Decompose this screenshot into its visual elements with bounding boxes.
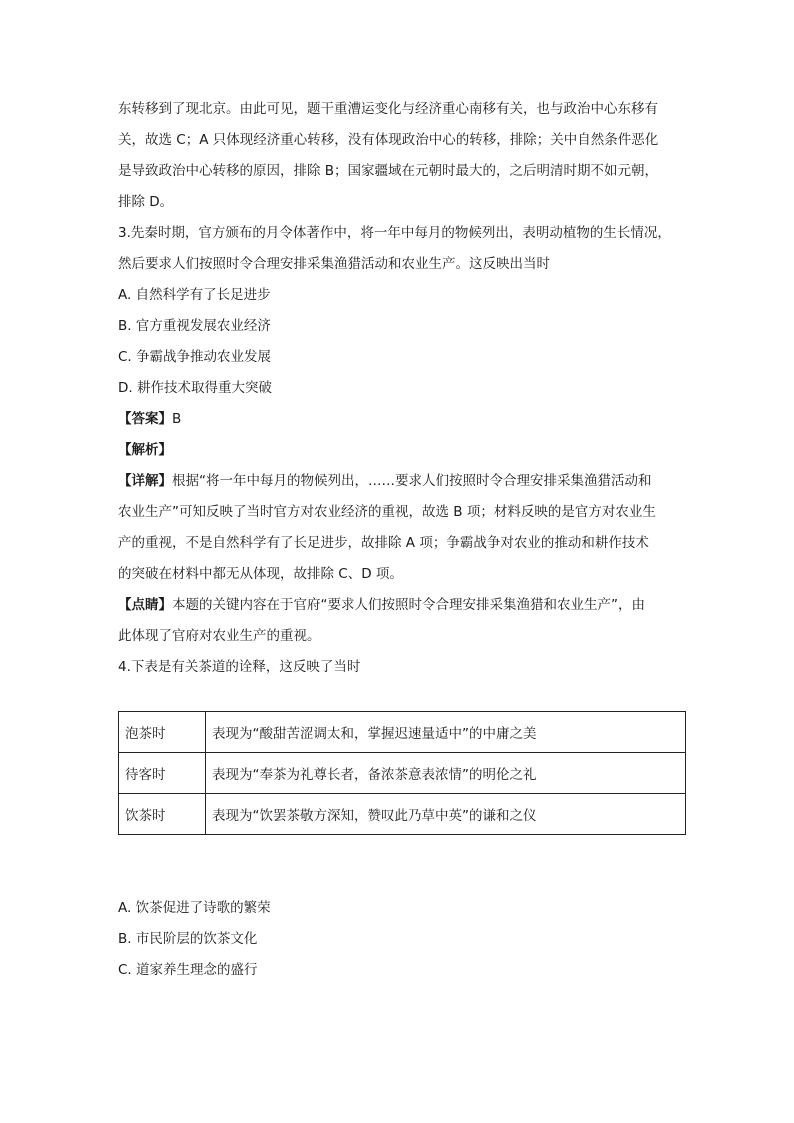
detail-line: 农业生产”可知反映了当时官方对农业经济的重视，故选 B 项；材料反映的是官方对农业生 [118,504,656,520]
question-stem-line: 然后要求人们按照时令合理安排采集渔猎活动和农业生产。这反映出当时 [118,256,550,272]
table-row [119,712,686,753]
table-row [119,794,686,835]
question-stem-line: 3.先秦时期，官方颁布的月令体著作中，将一年中每月的物候列出，表明动植物的生长情况， [118,225,671,241]
comment-label: 【点睛】 [118,597,172,613]
table-cell-label: 饮茶时 [119,794,206,835]
option-b: B. 市民阶层的饮茶文化 [118,931,258,947]
answer-value: B [172,411,182,427]
analysis-label: 【解析】 [118,442,172,458]
question-3 [118,218,678,652]
option-d: D. 耕作技术取得重大突破 [118,380,272,396]
tea-ceremony-table [118,711,686,835]
spacer [118,835,678,893]
analysis-line: 东转移到了现北京。由此可见，题干重漕运变化与经济重心南移有关，也与政治中心东移有 [118,101,658,117]
question-4 [118,652,678,986]
analysis-line: 关，故选 C；A 只体现经济重心转移，没有体现政治中心的转移，排除；关中自然条件恶化 [118,132,659,148]
table-cell-text: 表现为“饮罢茶敬方深知，赞叹此乃草中英”的谦和之仪 [206,794,686,835]
table-cell-text: 表现为“奉茶为礼尊长者，备浓茶意表浓情”的明伦之礼 [206,753,686,794]
table-cell-text: 表现为“酸甜苦涩调太和，掌握迟速量适中”的中庸之美 [206,712,686,753]
table-cell-label: 泡茶时 [119,712,206,753]
comment-line [118,590,678,621]
analysis-line: 是导致政治中心转移的原因，排除 B；国家疆域在元朝时最大的，之后明清时期不如元朝， [118,163,659,179]
option-c: C. 道家养生理念的盛行 [118,962,258,978]
option-a: A. 饮茶促进了诗歌的繁荣 [118,900,271,916]
answer-line [118,404,678,435]
question-stem: 4.下表是有关茶道的诠释，这反映了当时 [118,659,361,675]
page-content [118,94,678,986]
comment-line: 此体现了官府对农业生产的重视。 [118,628,321,644]
table-row [119,753,686,794]
detail-line [118,466,678,497]
previous-analysis [118,94,678,218]
option-c: C. 争霸战争推动农业发展 [118,349,272,365]
option-b: B. 官方重视发展农业经济 [118,318,271,334]
detail-label: 【详解】 [118,473,172,489]
detail-line: 的突破在材料中都无从体现，故排除 C、D 项。 [118,566,403,582]
table-cell-label: 待客时 [119,753,206,794]
comment-text: 本题的关键内容在于官府“要求人们按照时令合理安排采集渔猎和农业生产”，由 [172,597,645,613]
detail-line: 产的重视，不是自然科学有了长足进步，故排除 A 项；争霸战争对农业的推动和耕作技术 [118,535,649,551]
analysis-line: 排除 D。 [118,194,174,210]
detail-text: 根据“将一年中每月的物候列出，……要求人们按照时令合理安排采集渔猎活动和 [172,473,652,489]
option-a: A. 自然科学有了长足进步 [118,287,271,303]
answer-label: 【答案】 [118,411,172,427]
